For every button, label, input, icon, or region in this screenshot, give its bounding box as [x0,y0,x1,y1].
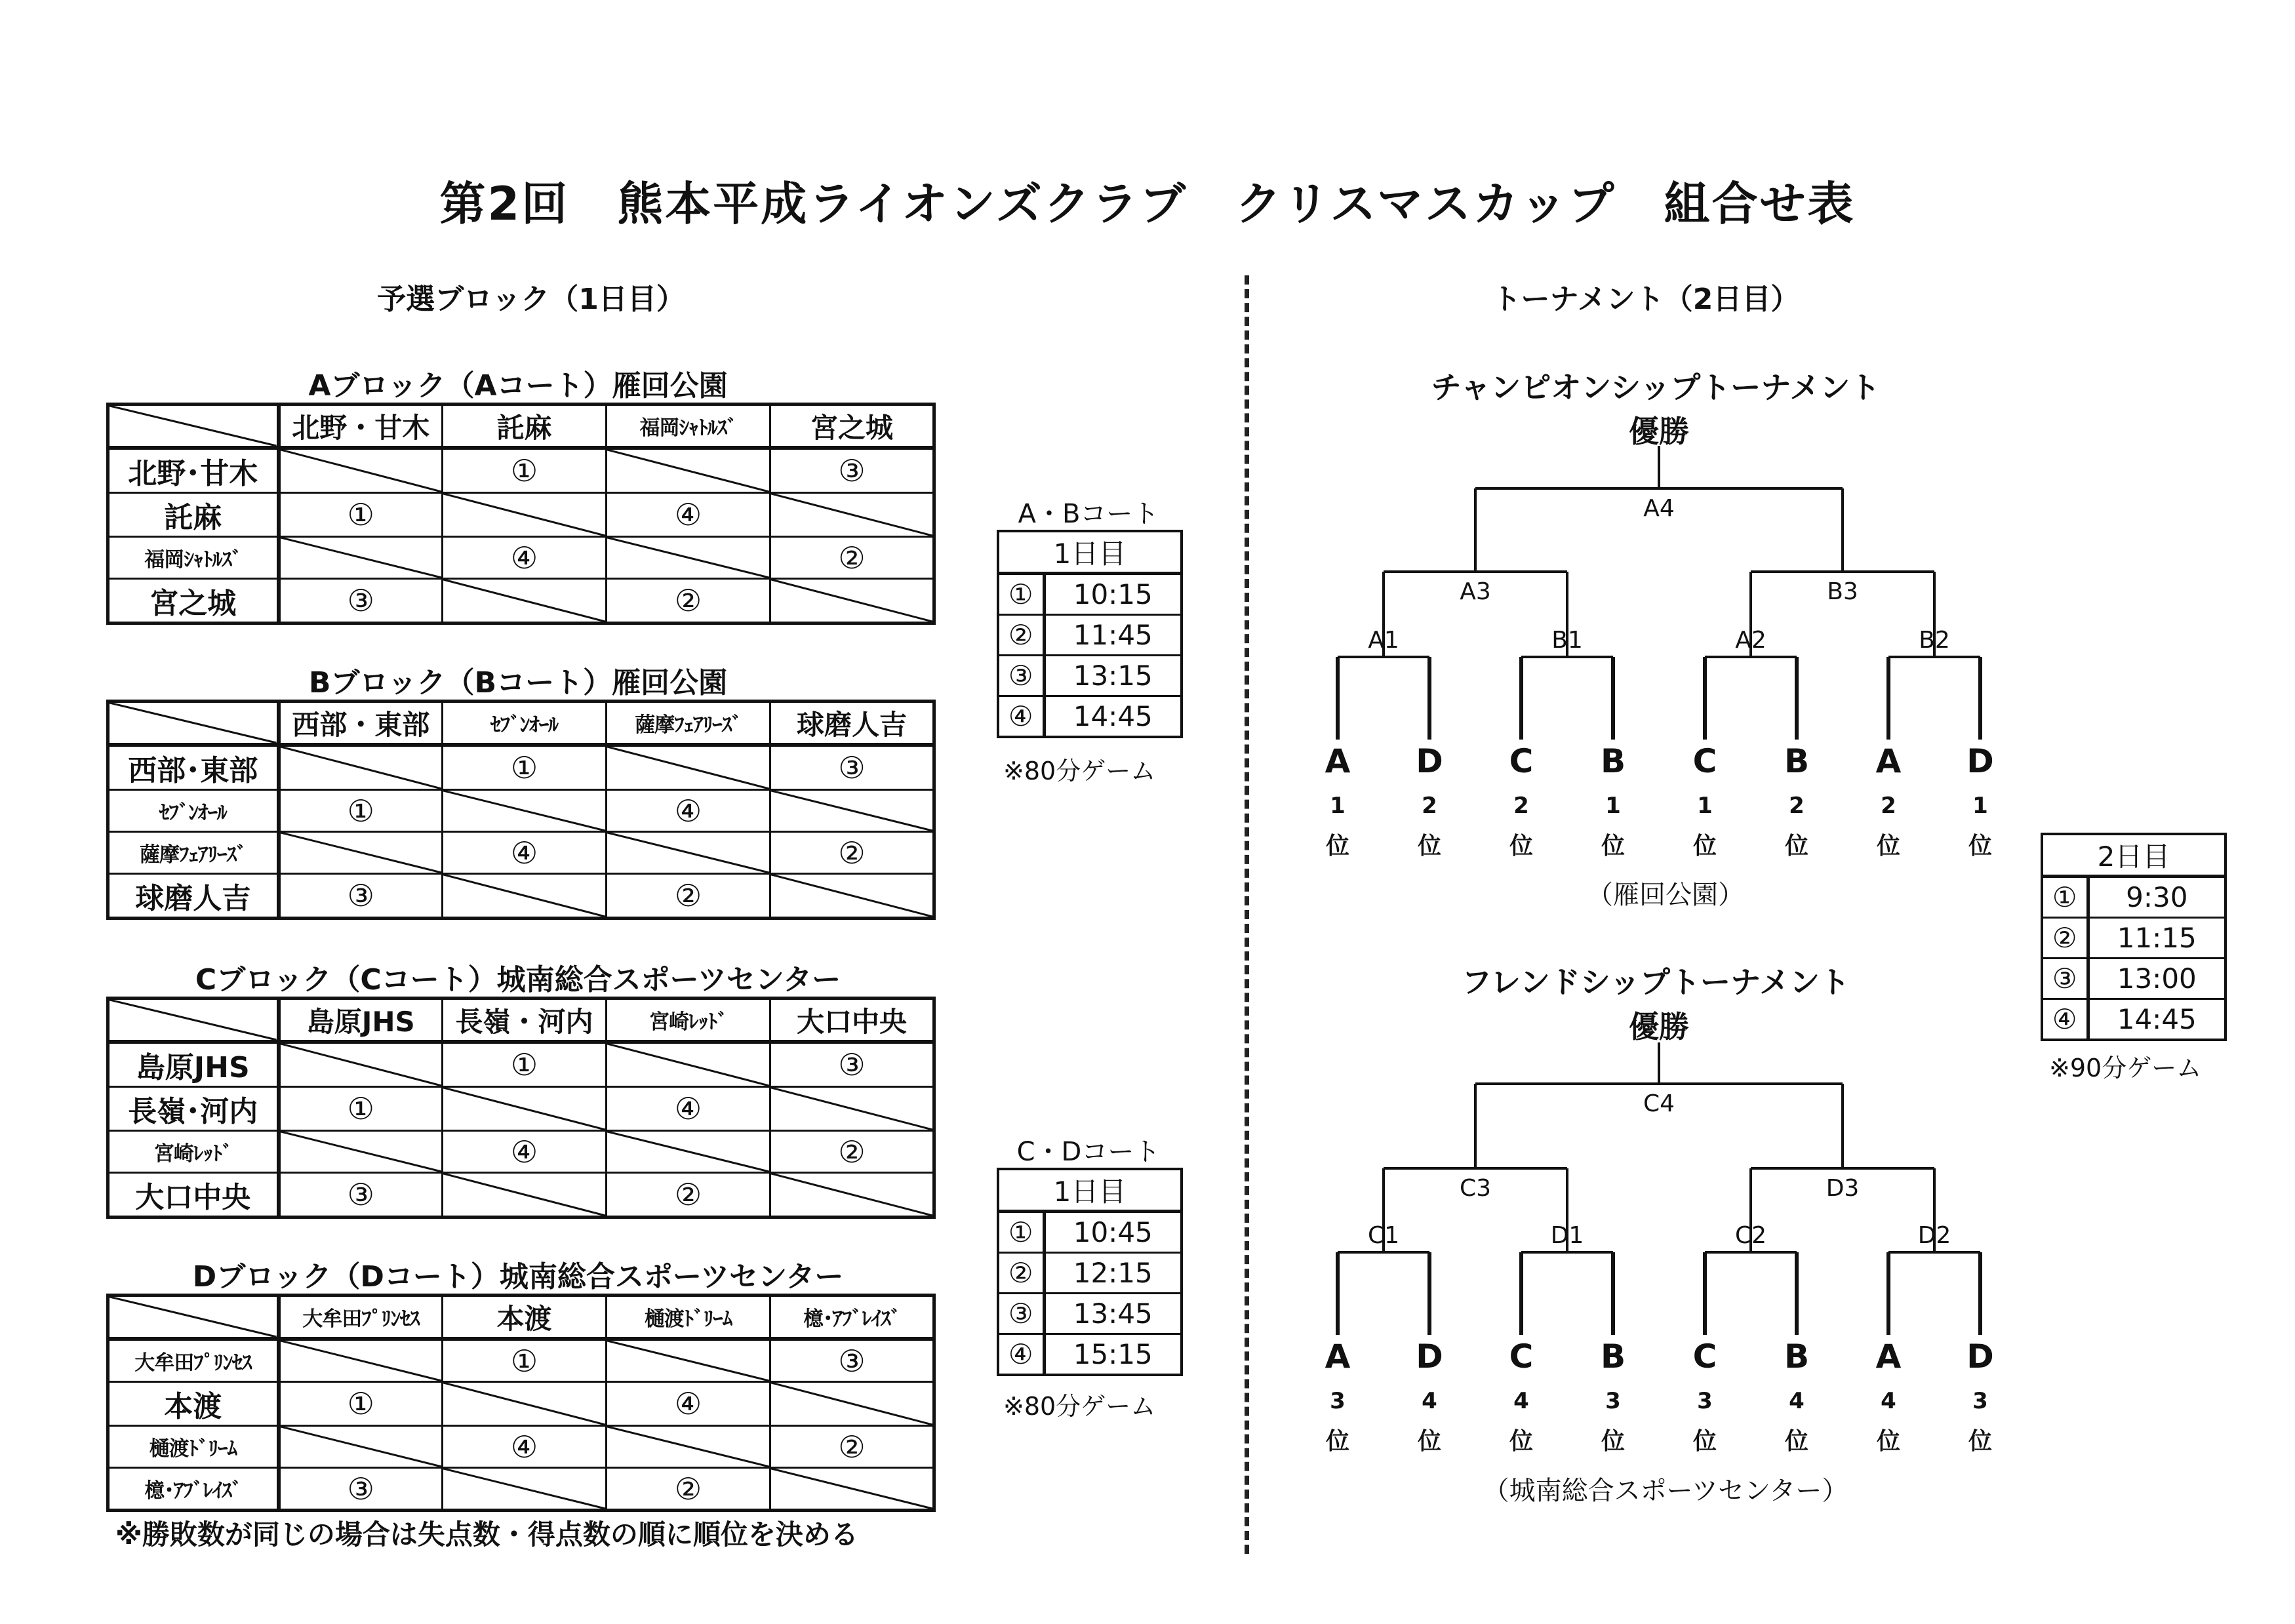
column-team: 島原JHS [279,999,443,1042]
championship-title: チャンピオンシップトーナメント [1431,370,1881,405]
seed-block: C [1509,1337,1534,1376]
qualifying-heading: 予選ブロック（1日目） [377,283,685,316]
match-label: A4 [1643,495,1675,522]
slot-time: 10:15 [1044,574,1182,615]
slot-index: ① [998,1212,1044,1253]
seed-rank: 2 [1513,793,1529,819]
match-label: D3 [1826,1175,1860,1202]
match-number: ③ [770,1339,934,1382]
seed-rank: 1 [1605,793,1621,819]
match-number: ① [279,493,443,537]
match-number: ③ [279,1468,443,1511]
match-label: C4 [1643,1090,1675,1117]
slot-index: ② [998,1253,1044,1294]
slot-index: ③ [998,656,1044,696]
match-label: C2 [1734,1222,1767,1249]
column-team: 北野・甘木 [279,405,443,448]
column-team: 西部・東部 [279,702,443,745]
match-number: ② [607,579,770,624]
seed-block: B [1600,1337,1626,1376]
seed-block: B [1784,742,1810,780]
row-team: 宮崎ﾚｯﾄﾞ [108,1131,279,1173]
match-label: D2 [1917,1222,1951,1249]
tournament-heading: トーナメント（2日目） [1492,283,1800,316]
championship-venue: （雁回公園） [1587,880,1744,910]
slot-index: ① [998,574,1044,615]
match-number: ③ [770,1042,934,1087]
seed-suffix: 位 [1692,1428,1717,1455]
slot-time: 13:00 [2088,959,2225,999]
slot-time: 9:30 [2088,877,2225,918]
match-number: ② [770,832,934,874]
schedule-day: 1日目 [998,1169,1182,1212]
seed-rank: 1 [1697,793,1713,819]
seed-rank: 4 [1513,1388,1529,1414]
column-team: 福岡ｼｬﾄﾙｽﾞ [607,405,770,448]
seed-rank: 2 [1789,793,1805,819]
match-number: ④ [443,832,607,874]
match-number: ① [279,790,443,832]
match-label: C1 [1367,1222,1400,1249]
match-number: ① [279,1382,443,1426]
match-number: ③ [770,448,934,493]
seed-rank: 1 [1330,793,1346,819]
row-team: 長嶺･河内 [108,1087,279,1131]
seed-rank: 3 [1697,1388,1713,1414]
column-team: 長嶺・河内 [443,999,607,1042]
seed-block: C [1509,742,1534,780]
seed-suffix: 位 [1325,833,1350,860]
seed-suffix: 位 [1417,1428,1442,1455]
match-number: ① [443,745,607,790]
slot-time: 14:45 [2088,999,2225,1040]
slot-time: 11:45 [1044,615,1182,656]
seed-block: C [1692,742,1717,780]
seed-suffix: 位 [1509,833,1534,860]
row-team: 大口中央 [108,1173,279,1218]
block-d-title: Dブロック（Dコート）城南総合スポーツセンター [192,1260,844,1294]
row-team: 大牟田ﾌﾟﾘﾝｾｽ [108,1339,279,1382]
slot-index: ③ [998,1294,1044,1334]
row-team: ｾﾌﾞﾝｵｰﾙ [108,790,279,832]
seed-block: A [1325,1337,1351,1376]
seed-suffix: 位 [1784,833,1809,860]
seed-rank: 3 [1605,1388,1621,1414]
row-team: 樋渡ﾄﾞﾘｰﾑ [108,1426,279,1468]
match-number: ② [770,1426,934,1468]
seed-block: C [1692,1337,1717,1376]
column-team: 檍･ｱﾌﾞﾚｲｽﾞ [770,1296,934,1339]
seed-suffix: 位 [1509,1428,1534,1455]
match-number: ③ [279,579,443,624]
seed-suffix: 位 [1601,1428,1626,1455]
match-label: A3 [1460,578,1491,605]
seed-block: B [1600,742,1626,780]
match-number: ④ [607,493,770,537]
slot-time: 12:15 [1044,1253,1182,1294]
seed-rank: 1 [1972,793,1988,819]
slot-time: 13:15 [1044,656,1182,696]
slot-time: 10:45 [1044,1212,1182,1253]
row-team: 福岡ｼｬﾄﾙｽﾞ [108,537,279,579]
schedule-day: 1日目 [998,531,1182,574]
match-number: ① [443,1042,607,1087]
row-team: 宮之城 [108,579,279,624]
page-title: 第2回 熊本平成ライオンズクラブ クリスマスカップ 組合せ表 [439,177,1856,231]
seed-rank: 2 [1422,793,1437,819]
seed-suffix: 位 [1968,833,1993,860]
column-team: 球磨人吉 [770,702,934,745]
row-team: 北野･甘木 [108,448,279,493]
row-team: 檍･ｱﾌﾞﾚｲｽﾞ [108,1468,279,1511]
friendship-winner: 優勝 [1629,1009,1689,1044]
row-team: 西部･東部 [108,745,279,790]
seed-block: D [1966,742,1994,780]
column-team: 大口中央 [770,999,934,1042]
seed-suffix: 位 [1968,1428,1993,1455]
schedule-ab-note: ※80分ゲーム [1003,757,1156,785]
column-team: ｾﾌﾞﾝｵｰﾙ [443,702,607,745]
match-label: B2 [1919,627,1950,654]
match-number: ② [607,1468,770,1511]
match-number: ④ [443,537,607,579]
block-a-title: Aブロック（Aコート）雁回公園 [308,369,728,403]
column-team: 宮崎ﾚｯﾄﾞ [607,999,770,1042]
seed-suffix: 位 [1417,833,1442,860]
seed-block: A [1875,1337,1902,1376]
seed-rank: 3 [1972,1388,1988,1414]
slot-index: ② [2042,918,2088,959]
schedule-day: 2日目 [2042,834,2225,877]
schedule-cd-note: ※80分ゲーム [1003,1392,1156,1421]
slot-index: ④ [998,1334,1044,1376]
seed-suffix: 位 [1876,833,1901,860]
slot-time: 13:45 [1044,1294,1182,1334]
slot-time: 11:15 [2088,918,2225,959]
seed-rank: 4 [1422,1388,1437,1414]
match-label: B3 [1827,578,1858,605]
seed-rank: 2 [1881,793,1896,819]
schedule-cd-label: C・Dコート [1016,1137,1161,1167]
row-team: 球磨人吉 [108,874,279,919]
tiebreak-note: ※勝敗数が同じの場合は失点数・得点数の順に順位を決める [115,1518,858,1551]
slot-index: ④ [998,696,1044,738]
seed-suffix: 位 [1784,1428,1809,1455]
seed-suffix: 位 [1601,833,1626,860]
block-c-title: Cブロック（Cコート）城南総合スポーツセンター [195,963,841,997]
slot-time: 14:45 [1044,696,1182,738]
match-label: A2 [1735,627,1766,654]
slot-index: ① [2042,877,2088,918]
match-number: ③ [279,1173,443,1218]
seed-block: A [1875,742,1902,780]
match-number: ② [770,537,934,579]
column-team: 託麻 [443,405,607,448]
friendship-title: フレンドシップトーナメント [1461,964,1850,1000]
match-number: ② [770,1131,934,1173]
match-number: ④ [607,790,770,832]
slot-index: ③ [2042,959,2088,999]
seed-block: D [1966,1337,1994,1376]
seed-block: D [1416,1337,1443,1376]
championship-winner: 優勝 [1629,414,1689,449]
match-number: ② [607,874,770,919]
match-number: ④ [443,1131,607,1173]
match-number: ④ [607,1382,770,1426]
column-team: 薩摩ﾌｪｱﾘｰｽﾞ [607,702,770,745]
row-team: 薩摩ﾌｪｱﾘｰｽﾞ [108,832,279,874]
match-number: ③ [279,874,443,919]
seed-block: D [1416,742,1443,780]
column-team: 宮之城 [770,405,934,448]
match-label: D1 [1550,1222,1584,1249]
column-team: 大牟田ﾌﾟﾘﾝｾｽ [279,1296,443,1339]
block-b-title: Bブロック（Bコート）雁回公園 [308,666,728,700]
friendship-venue: （城南総合スポーツセンター） [1483,1476,1848,1506]
seed-suffix: 位 [1325,1428,1350,1455]
slot-index: ④ [2042,999,2088,1040]
schedule-ab-label: A・Bコート [1018,499,1159,529]
column-team: 樋渡ﾄﾞﾘｰﾑ [607,1296,770,1339]
seed-rank: 3 [1330,1388,1346,1414]
seed-rank: 4 [1789,1388,1805,1414]
match-label: C3 [1459,1175,1492,1202]
schedule-day2-note: ※90分ゲーム [2049,1054,2202,1082]
match-number: ④ [607,1087,770,1131]
match-label: B1 [1551,627,1583,654]
row-team: 島原JHS [108,1042,279,1087]
seed-block: A [1325,742,1351,780]
seed-suffix: 位 [1876,1428,1901,1455]
row-team: 託麻 [108,493,279,537]
row-team: 本渡 [108,1382,279,1426]
match-label: A1 [1368,627,1399,654]
slot-time: 15:15 [1044,1334,1182,1376]
column-team: 本渡 [443,1296,607,1339]
seed-rank: 4 [1881,1388,1896,1414]
slot-index: ② [998,615,1044,656]
match-number: ① [443,1339,607,1382]
seed-suffix: 位 [1692,833,1717,860]
match-number: ④ [443,1426,607,1468]
match-number: ② [607,1173,770,1218]
seed-block: B [1784,1337,1810,1376]
match-number: ③ [770,745,934,790]
match-number: ① [443,448,607,493]
match-number: ① [279,1087,443,1131]
